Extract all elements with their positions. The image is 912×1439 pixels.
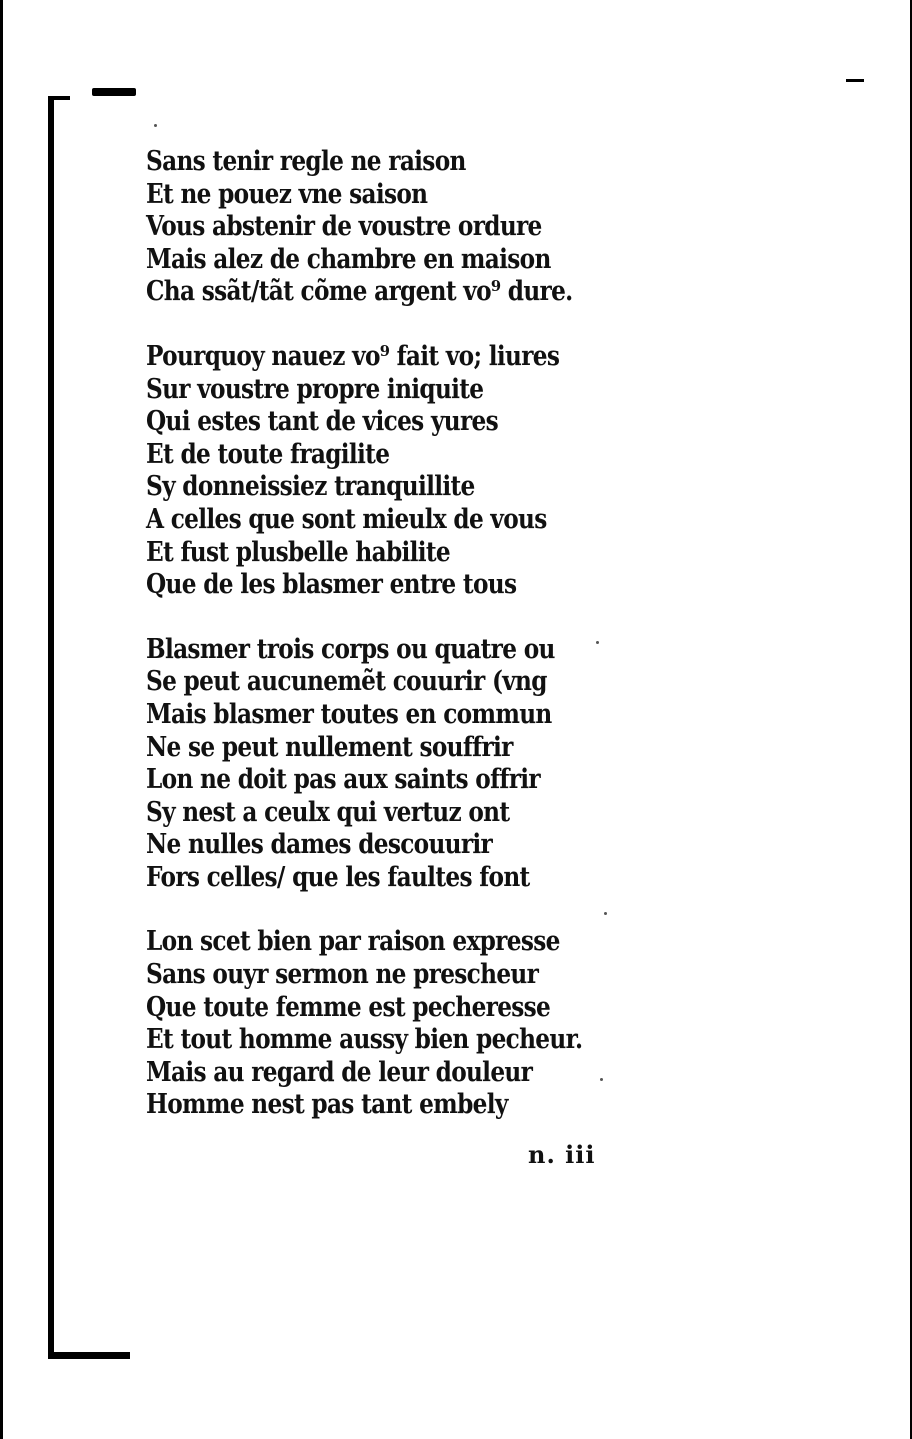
stanza [146,634,616,895]
verse-line: Homme nest pas tant embely [146,1089,508,1121]
gutter-shadow [48,96,54,1358]
ink-speck [154,124,157,127]
verse-line: Se peut aucunemẽt couurir (vng [146,666,547,698]
verse-line: Sur voustre propre iniquite [146,373,484,405]
stanza [146,146,616,309]
verse-line: Lon ne doit pas aux saints offrir [146,764,540,796]
verse-line: Que de les blasmer entre tous [146,569,517,601]
verse-line: Lon scet bien par raison expresse [146,926,560,958]
verse-line: Blasmer trois corps ou quatre ou [146,633,555,665]
gutter-shadow-foot [48,1352,130,1359]
verse-line: A celles que sont mieulx de vous [146,503,547,535]
stanza [146,341,616,602]
verse-line: Sans ouyr sermon ne prescheur [146,959,539,991]
verse-line: Et de toute fragilite [146,438,390,470]
ink-mark [846,79,864,82]
verse-line: Qui estes tant de vices yures [146,406,498,438]
verse-line: Et ne pouez vne saison [146,178,428,210]
verse-line: Mais au regard de leur douleur [146,1056,533,1088]
page-text [146,146,616,1154]
ink-mark [48,96,70,100]
ink-mark [92,88,136,96]
verse-line: Ne nulles dames descouurir [146,829,493,861]
verse-line: Et fust plusbelle habilite [146,536,451,568]
stanza [146,926,616,1122]
verse-line: Et tout homme aussy bien pecheur. [146,1024,583,1056]
verse-line: Que toute femme est pecheresse [146,991,551,1023]
verse-line: Mais alez de chambre en maison [146,243,551,275]
verse-line: Sy donneissiez tranquillite [146,471,475,503]
verse-line: Fors celles/ que les faultes font [146,861,530,893]
verse-line: Pourquoy nauez vo⁹ fait vo; liures [146,340,560,372]
verse-line: Ne se peut nullement souffrir [146,731,513,763]
verse-line: Vous abstenir de voustre ordure [146,211,542,243]
scan-edge-left [0,0,3,1439]
signature-mark: n. iii [528,1140,596,1169]
verse-line: Mais blasmer toutes en commun [146,698,552,730]
verse-line: Sans tenir regle ne raison [146,146,466,177]
verse-line: Cha ssãt/tãt cõme argent vo⁹ dure. [146,276,573,308]
verse-line: Sy nest a ceulx qui vertuz ont [146,796,510,828]
